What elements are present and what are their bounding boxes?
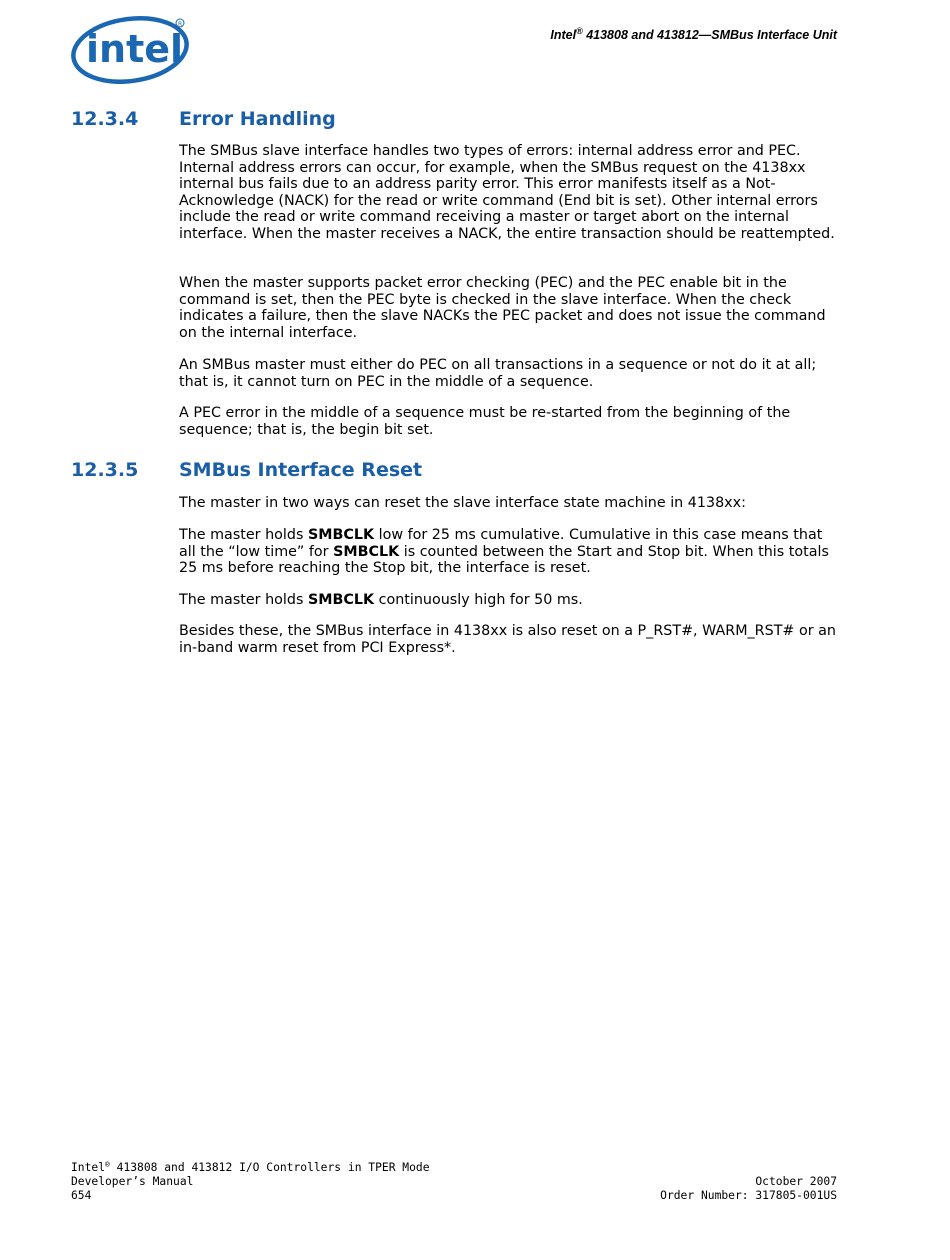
signal-name: SMBCLK xyxy=(307,592,375,608)
section-number: 12.3.5 xyxy=(71,459,139,481)
paragraph: The SMBus slave interface handles two types of errors: internal address error and PEC. Internal address errors can occur, for example, when the SMBus request on the 4138xx internal bus fails due to an address parity error. This error manifests itself as a Not-Acknowledge (NACK) for the read or write command (End bit is set). Other internal errors include the read or write command receiving a master or target abort on the internal interface. When the master receives a NACK, the entire transaction should be reattempted. xyxy=(179,143,835,242)
paragraph: The master in two ways can reset the slave interface state machine in 4138xx: xyxy=(179,495,746,511)
section-number: 12.3.4 xyxy=(71,108,139,130)
header-brand: Intel xyxy=(550,28,577,42)
signal-name: SMBCLK xyxy=(307,527,375,543)
paragraph: The master holds SMBCLK low for 25 ms cumulative. Cumulative in this case means that all the “low time” for SMBCLK is counted between the Start and Stop bit. When this totals 25 ms before reaching the Stop bit, the interface is reset. xyxy=(179,527,829,577)
footer-manual: Developer’s Manual xyxy=(71,1175,194,1188)
section-title: SMBus Interface Reset xyxy=(179,459,423,481)
paragraph: The master holds SMBCLK continuously high for 50 ms. xyxy=(179,592,583,608)
signal-name: SMBCLK xyxy=(333,543,400,560)
running-header xyxy=(550,28,837,42)
footer-date: October 2007 xyxy=(755,1175,837,1188)
footer-order-number: Order Number: 317805-001US xyxy=(660,1189,837,1202)
paragraph: An SMBus master must either do PEC on all transactions in a sequence or not do it at all; that is, it cannot turn on PEC in the middle of a sequence. xyxy=(179,357,817,390)
svg-text:R: R xyxy=(178,21,183,28)
paragraph: A PEC error in the middle of a sequence must be re-started from the beginning of the sequence; that is, the begin bit set. xyxy=(179,405,791,438)
page-number: 654 xyxy=(71,1189,92,1202)
footer-left xyxy=(71,1161,430,1203)
section-heading-error-handling xyxy=(71,108,336,130)
footer-right xyxy=(660,1161,837,1203)
paragraph: When the master supports packet error checking (PEC) and the PEC enable bit in the command is set, then the PEC byte is checked in the slave interface. When the check indicates a failure, then the slave NACKs the PEC packet and does not issue the command on the internal interface. xyxy=(179,275,826,341)
section-heading-smbus-interface-reset xyxy=(71,459,422,481)
logo-wordmark: intel xyxy=(86,27,184,71)
header-title: 413808 and 413812—SMBus Interface Unit xyxy=(582,28,837,42)
footer-doc-title: Intel® 413808 and 413812 I/O Controllers in TPER Mode xyxy=(71,1160,430,1174)
intel-logo xyxy=(70,12,192,84)
section-title: Error Handling xyxy=(179,108,336,130)
paragraph: Besides these, the SMBus interface in 4138xx is also reset on a P_RST#, WARM_RST# or an in-band warm reset from PCI Express*. xyxy=(179,623,836,656)
registered-mark: ® xyxy=(576,26,583,36)
